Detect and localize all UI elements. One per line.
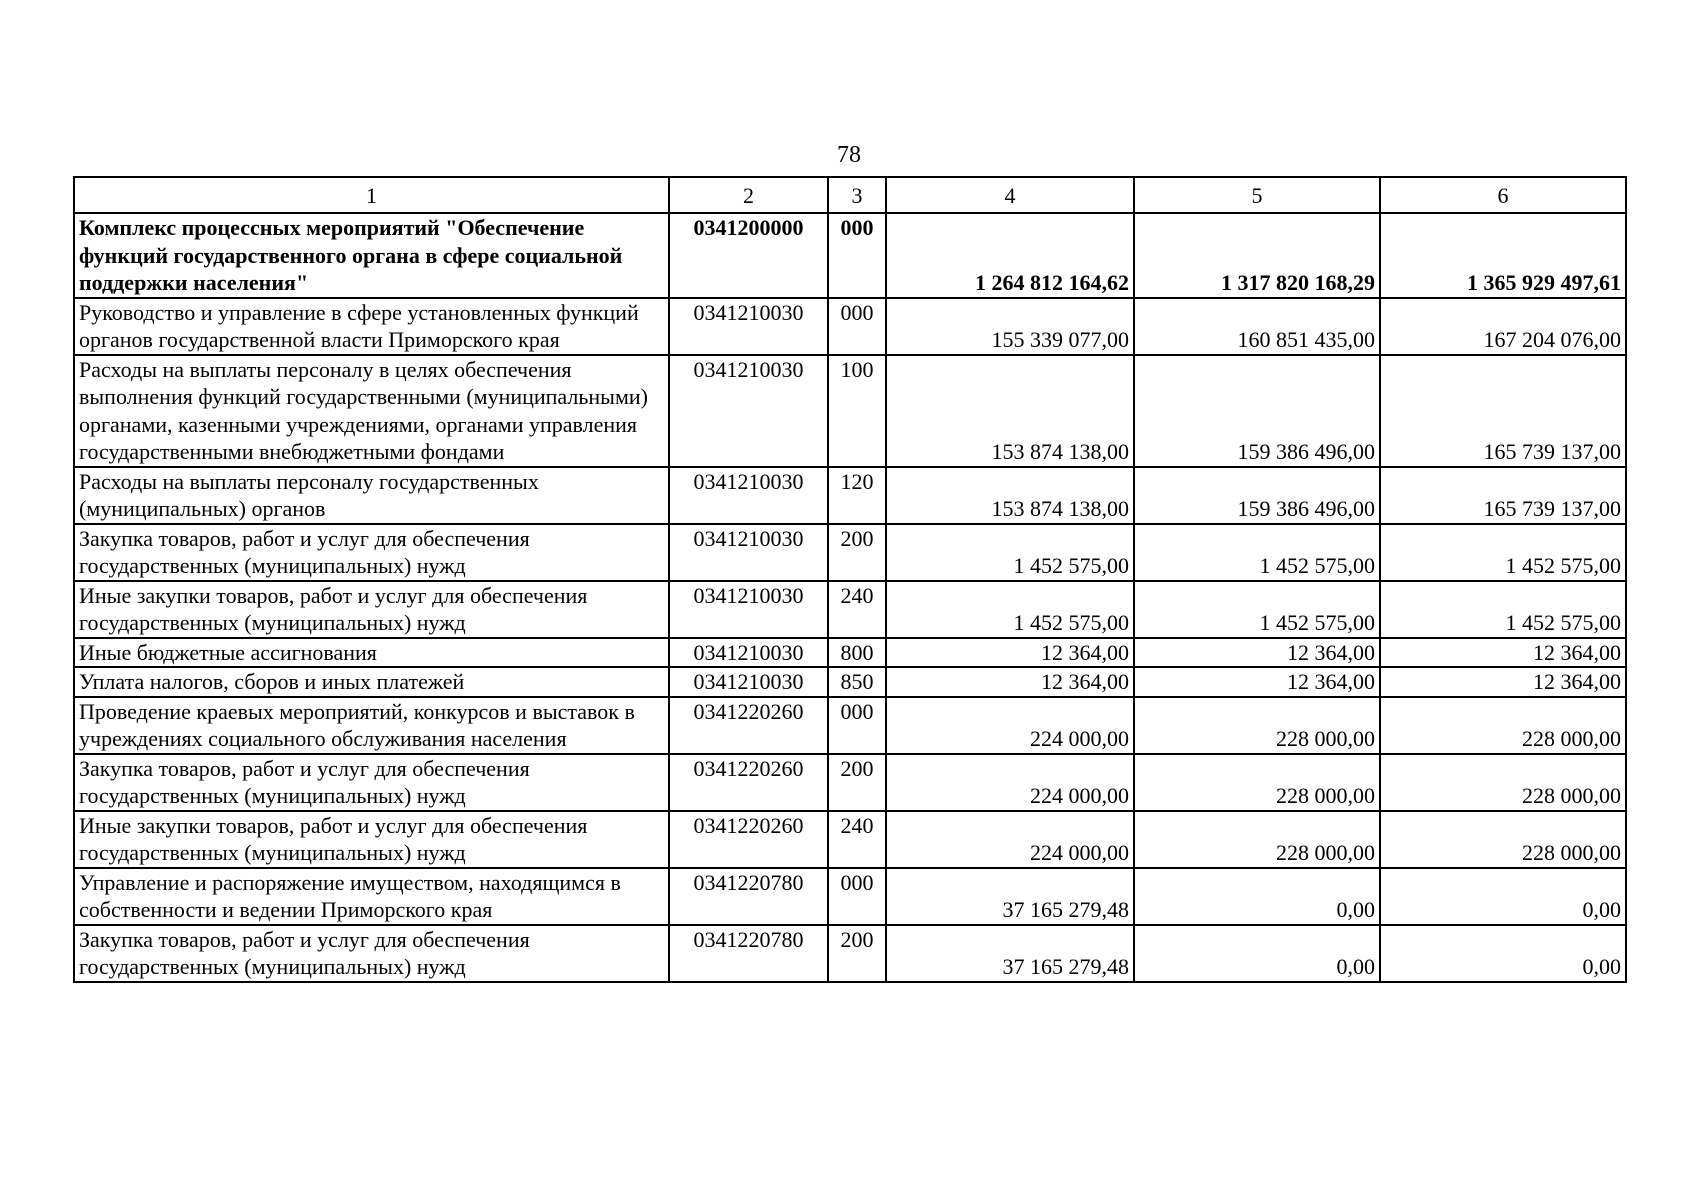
row-expense-type-cell: 200 bbox=[828, 754, 886, 811]
row-name-cell: Уплата налогов, сборов и иных платежей bbox=[74, 667, 669, 697]
row-name-cell: Расходы на выплаты персоналу государственных (муниципальных) органов bbox=[74, 467, 669, 524]
row-expense-type-cell: 200 bbox=[828, 925, 886, 982]
row-amount-col6-cell: 165 739 137,00 bbox=[1380, 355, 1626, 467]
row-amount-col5-cell: 160 851 435,00 bbox=[1134, 298, 1380, 355]
row-amount-col5-cell: 12 364,00 bbox=[1134, 667, 1380, 697]
row-name-cell: Закупка товаров, работ и услуг для обеспечения государственных (муниципальных) нужд bbox=[74, 925, 669, 982]
table-row bbox=[74, 638, 1626, 668]
table-row bbox=[74, 925, 1626, 982]
row-amount-col4-cell: 153 874 138,00 bbox=[886, 355, 1134, 467]
table-row bbox=[74, 467, 1626, 524]
row-code-cell: 0341220260 bbox=[669, 754, 828, 811]
table-row bbox=[74, 298, 1626, 355]
table-body bbox=[74, 177, 1626, 982]
row-amount-col6-cell: 228 000,00 bbox=[1380, 697, 1626, 754]
row-amount-col5-cell: 228 000,00 bbox=[1134, 754, 1380, 811]
row-name-cell: Управление и распоряжение имуществом, находящимся в собственности и ведении Приморского края bbox=[74, 868, 669, 925]
row-amount-col6-cell: 12 364,00 bbox=[1380, 667, 1626, 697]
page-number: 78 bbox=[837, 142, 861, 168]
row-amount-col6-cell: 165 739 137,00 bbox=[1380, 467, 1626, 524]
header-cell-3: 3 bbox=[828, 177, 886, 213]
column-number-header-row bbox=[74, 177, 1626, 213]
row-amount-col5-cell: 228 000,00 bbox=[1134, 697, 1380, 754]
table-row bbox=[74, 754, 1626, 811]
row-amount-col5-cell: 12 364,00 bbox=[1134, 638, 1380, 668]
row-expense-type-cell: 240 bbox=[828, 581, 886, 638]
row-code-cell: 0341210030 bbox=[669, 638, 828, 668]
row-code-cell: 0341210030 bbox=[669, 581, 828, 638]
row-amount-col6-cell: 12 364,00 bbox=[1380, 638, 1626, 668]
header-cell-6: 6 bbox=[1380, 177, 1626, 213]
row-name-cell: Закупка товаров, работ и услуг для обеспечения государственных (муниципальных) нужд bbox=[74, 754, 669, 811]
header-cell-4: 4 bbox=[886, 177, 1134, 213]
row-expense-type-cell: 120 bbox=[828, 467, 886, 524]
table-row bbox=[74, 868, 1626, 925]
row-expense-type-cell: 000 bbox=[828, 868, 886, 925]
table-row bbox=[74, 213, 1626, 298]
row-amount-col6-cell: 228 000,00 bbox=[1380, 811, 1626, 868]
row-amount-col5-cell: 159 386 496,00 bbox=[1134, 355, 1380, 467]
row-amount-col4-cell: 37 165 279,48 bbox=[886, 868, 1134, 925]
row-code-cell: 0341220260 bbox=[669, 811, 828, 868]
row-amount-col4-cell: 12 364,00 bbox=[886, 638, 1134, 668]
row-code-cell: 0341210030 bbox=[669, 355, 828, 467]
row-amount-col4-cell: 153 874 138,00 bbox=[886, 467, 1134, 524]
row-code-cell: 0341210030 bbox=[669, 467, 828, 524]
row-name-cell: Комплекс процессных мероприятий "Обеспечение функций государственного органа в сфере социальной поддержки населения" bbox=[74, 213, 669, 298]
row-amount-col4-cell: 1 452 575,00 bbox=[886, 581, 1134, 638]
row-name-cell: Руководство и управление в сфере установленных функций органов государственной власти Приморского края bbox=[74, 298, 669, 355]
row-code-cell: 0341220260 bbox=[669, 697, 828, 754]
row-amount-col5-cell: 1 452 575,00 bbox=[1134, 524, 1380, 581]
row-amount-col4-cell: 1 264 812 164,62 bbox=[886, 213, 1134, 298]
row-expense-type-cell: 100 bbox=[828, 355, 886, 467]
row-expense-type-cell: 000 bbox=[828, 697, 886, 754]
row-expense-type-cell: 200 bbox=[828, 524, 886, 581]
row-name-cell: Иные бюджетные ассигнования bbox=[74, 638, 669, 668]
header-cell-2: 2 bbox=[669, 177, 828, 213]
row-amount-col5-cell: 1 452 575,00 bbox=[1134, 581, 1380, 638]
row-name-cell: Иные закупки товаров, работ и услуг для обеспечения государственных (муниципальных) нужд bbox=[74, 811, 669, 868]
table-row bbox=[74, 697, 1626, 754]
row-expense-type-cell: 000 bbox=[828, 298, 886, 355]
header-cell-5: 5 bbox=[1134, 177, 1380, 213]
table-row bbox=[74, 524, 1626, 581]
table-row bbox=[74, 667, 1626, 697]
row-expense-type-cell: 850 bbox=[828, 667, 886, 697]
row-amount-col5-cell: 0,00 bbox=[1134, 868, 1380, 925]
row-amount-col5-cell: 228 000,00 bbox=[1134, 811, 1380, 868]
row-name-cell: Закупка товаров, работ и услуг для обеспечения государственных (муниципальных) нужд bbox=[74, 524, 669, 581]
row-amount-col4-cell: 37 165 279,48 bbox=[886, 925, 1134, 982]
row-amount-col6-cell: 167 204 076,00 bbox=[1380, 298, 1626, 355]
row-amount-col4-cell: 12 364,00 bbox=[886, 667, 1134, 697]
table-row bbox=[74, 355, 1626, 467]
row-amount-col6-cell: 228 000,00 bbox=[1380, 754, 1626, 811]
row-code-cell: 0341200000 bbox=[669, 213, 828, 298]
row-name-cell: Проведение краевых мероприятий, конкурсов и выставок в учреждениях социального обслуживания населения bbox=[74, 697, 669, 754]
table-row bbox=[74, 581, 1626, 638]
row-code-cell: 0341210030 bbox=[669, 667, 828, 697]
row-expense-type-cell: 000 bbox=[828, 213, 886, 298]
table-row bbox=[74, 811, 1626, 868]
row-amount-col6-cell: 1 452 575,00 bbox=[1380, 581, 1626, 638]
row-amount-col4-cell: 1 452 575,00 bbox=[886, 524, 1134, 581]
row-name-cell: Иные закупки товаров, работ и услуг для обеспечения государственных (муниципальных) нужд bbox=[74, 581, 669, 638]
row-code-cell: 0341220780 bbox=[669, 868, 828, 925]
row-expense-type-cell: 800 bbox=[828, 638, 886, 668]
row-name-cell: Расходы на выплаты персоналу в целях обеспечения выполнения функций государственными (муниципальными) органами, казенными учреждениями, органами управления государственными внебюджетными фондами bbox=[74, 355, 669, 467]
row-amount-col6-cell: 1 452 575,00 bbox=[1380, 524, 1626, 581]
row-amount-col5-cell: 0,00 bbox=[1134, 925, 1380, 982]
row-code-cell: 0341210030 bbox=[669, 298, 828, 355]
row-amount-col6-cell: 1 365 929 497,61 bbox=[1380, 213, 1626, 298]
row-amount-col5-cell: 1 317 820 168,29 bbox=[1134, 213, 1380, 298]
header-cell-1: 1 bbox=[74, 177, 669, 213]
row-amount-col4-cell: 224 000,00 bbox=[886, 697, 1134, 754]
row-amount-col6-cell: 0,00 bbox=[1380, 925, 1626, 982]
row-amount-col4-cell: 224 000,00 bbox=[886, 811, 1134, 868]
row-code-cell: 0341210030 bbox=[669, 524, 828, 581]
row-amount-col5-cell: 159 386 496,00 bbox=[1134, 467, 1380, 524]
row-amount-col4-cell: 224 000,00 bbox=[886, 754, 1134, 811]
budget-table bbox=[73, 176, 1627, 983]
row-amount-col4-cell: 155 339 077,00 bbox=[886, 298, 1134, 355]
row-code-cell: 0341220780 bbox=[669, 925, 828, 982]
row-expense-type-cell: 240 bbox=[828, 811, 886, 868]
row-amount-col6-cell: 0,00 bbox=[1380, 868, 1626, 925]
